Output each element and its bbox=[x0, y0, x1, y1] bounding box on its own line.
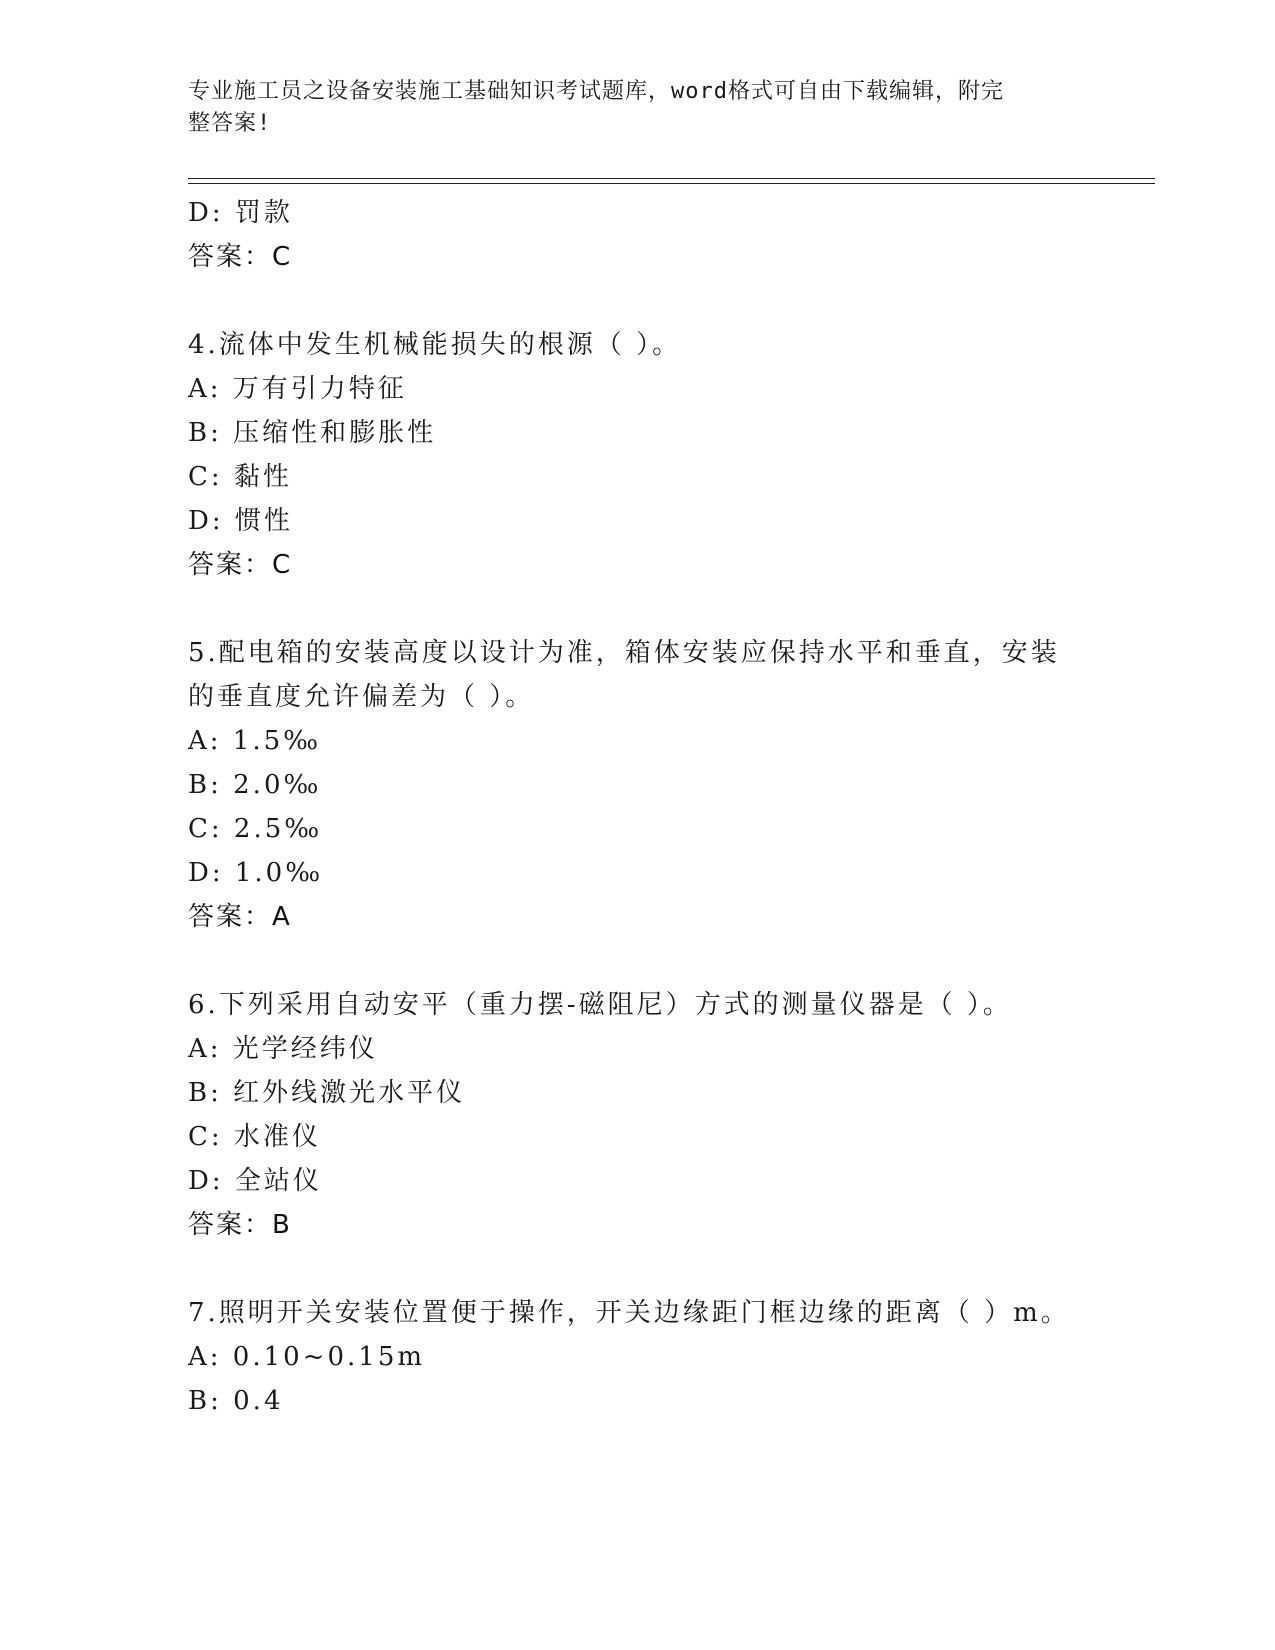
q5-option-b: B: 2.0‰ bbox=[188, 770, 322, 800]
q5-option-d: D: 1.0‰ bbox=[188, 858, 324, 888]
q6-option-d: D: 全站仪 bbox=[188, 1166, 322, 1196]
q3-option-d: D: 罚款 bbox=[188, 198, 293, 228]
q5-answer: 答案：A bbox=[188, 902, 292, 932]
q7-option-b: B: 0.4 bbox=[188, 1386, 284, 1416]
q5-question-line-2: 的垂直度允许偏差为（ ）。 bbox=[188, 682, 535, 712]
q4-answer: 答案：C bbox=[188, 550, 293, 580]
q4-question: 4.流体中发生机械能损失的根源（ ）。 bbox=[188, 330, 682, 360]
q6-question: 6.下列采用自动安平（重力摆-磁阻尼）方式的测量仪器是（ ）。 bbox=[188, 990, 1012, 1020]
q4-option-c: C: 黏性 bbox=[188, 462, 292, 492]
q7-question: 7.照明开关安装位置便于操作，开关边缘距门框边缘的距离（ ）m。 bbox=[188, 1298, 1070, 1328]
q4-option-a: A: 万有引力特征 bbox=[188, 374, 407, 404]
q6-answer: 答案：B bbox=[188, 1210, 292, 1240]
document-header bbox=[188, 76, 1068, 140]
header-line-2: 整答案! bbox=[188, 111, 272, 136]
q6-option-c: C: 水准仪 bbox=[188, 1122, 321, 1152]
q3-answer: 答案：C bbox=[188, 242, 293, 272]
header-line-1: 专业施工员之设备安装施工基础知识考试题库，word格式可自由下载编辑，附完 bbox=[188, 79, 1004, 104]
q7-option-a: A: 0.10~0.15m bbox=[188, 1342, 426, 1372]
q4-option-d: D: 惯性 bbox=[188, 506, 293, 536]
q5-question-line-1: 5.配电箱的安装高度以设计为准，箱体安装应保持水平和垂直，安装 bbox=[188, 638, 1060, 668]
header-divider bbox=[188, 178, 1155, 184]
q5-option-c: C: 2.5‰ bbox=[188, 814, 323, 844]
q4-option-b: B: 压缩性和膨胀性 bbox=[188, 418, 437, 448]
q6-option-a: A: 光学经纬仪 bbox=[188, 1034, 378, 1064]
q5-option-a: A: 1.5‰ bbox=[188, 726, 322, 756]
q6-option-b: B: 红外线激光水平仪 bbox=[188, 1078, 466, 1108]
